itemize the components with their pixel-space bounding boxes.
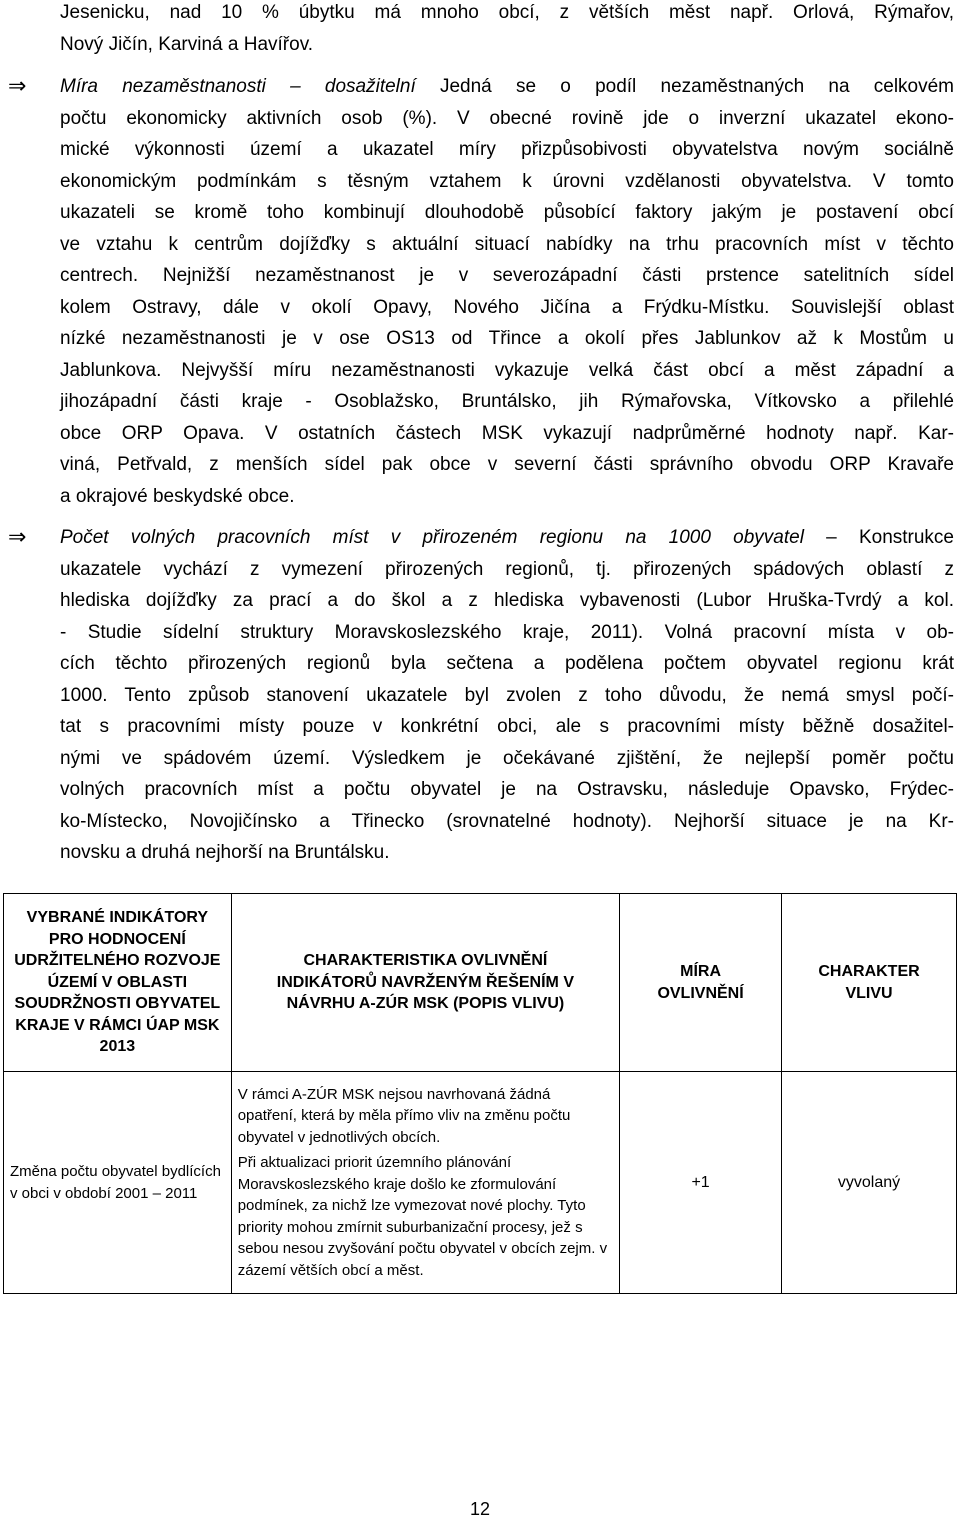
text-line: ve vztahu k centrům dojížďky s aktuální situací nabídky na trhu pracovních míst v těchto — [60, 233, 954, 255]
text-line: cích těchto přirozených regionů byla sečtena a podělena počtem obyvatel regionu krát — [60, 653, 954, 674]
text-line: Jablunkova. Nejvyšší míru nezaměstnanosti vykazuje velká část obcí a měst západní a — [60, 359, 954, 381]
text-line: volných pracovních míst a počtu obyvatel je na Ostravsku, následuje Opavsko, Frýdec- — [60, 779, 954, 800]
cell-measure: +1 — [620, 1072, 782, 1294]
text-line: ekonomickým podmínkám s těsným vztahem k úrovni vzdělanosti obyvatelstva. V tomto — [60, 170, 954, 192]
text-line: mické výkonnosti území a ukazatel míry přizpůsobivosti obyvatelstva novým sociálně — [60, 139, 954, 160]
text-line: 1000. Tento způsob stanovení ukazatele byl zvolen z toho důvodu, že nemá smysl počí- — [60, 684, 954, 706]
characteristic-paragraph: Při aktualizaci priorit územního plánování Moravskoslezského kraje došlo ke zformulování podmínek, za nichž lze vymezovat nové plochy. Tyto priority mohou zmírnit suburbanizační procesy, jež s sebou nesou zvyšování počtu obyvatel v obcích zejm. v zázemí větších obcí a měst. — [237, 1154, 608, 1279]
table-row — [4, 1072, 957, 1294]
cell-characteristic — [231, 1072, 619, 1294]
indicator-name: Míra nezaměstnanosti – dosažitelní — [60, 76, 416, 97]
text-fragment: – Konstrukce — [803, 527, 954, 548]
text-line: nízké nezaměstnanosti je v ose OS13 od Třince a okolí přes Jablunkov až k Mostům u — [60, 328, 954, 349]
characteristic-paragraph: V rámci A-ZÚR MSK nejsou navrhovaná žádná opatření, která by měla přímo vliv na změnu počtu obyvatel v jednotlivých obcích. — [237, 1085, 571, 1146]
text-line: kolem Ostravy, dále v okolí Opavy, Nového Jičína a Frýdku-Místku. Souvislejší oblast — [60, 296, 954, 318]
text-line: nými ve spádovém území. Výsledkem je očekávané zjištění, že nejlepší poměr počtu — [60, 747, 954, 769]
text-line: a okrajové beskydské obce. — [60, 485, 295, 507]
cell-character: vyvolaný — [782, 1072, 957, 1294]
text-fragment: Jedná se o podíl nezaměstnaných na celkovém — [415, 76, 954, 97]
table-header-row — [4, 894, 957, 1072]
text-line: počtu ekonomicky aktivních osob (%). V obecné rovině jde o inverzní ukazatel ekono- — [60, 107, 954, 129]
text-line: ko-Místecko, Novojičínsko a Třinecko (srovnatelné hodnoty). Nejhorší situace je na Kr- — [60, 810, 954, 832]
bullet-arrow-icon: ⇒ — [8, 74, 27, 99]
text-line — [60, 71, 954, 103]
text-line: Jesenicku, nad 10 % úbytku má mnoho obcí, z větších měst např. Orlová, Rýmařov, — [60, 2, 954, 23]
text-line: - Studie sídelní struktury Moravskoslezského kraje, 2011). Volná pracovní místa v ob- — [60, 621, 954, 643]
text-line: Nový Jičín, Karviná a Havířov. — [60, 33, 314, 55]
paragraph-continuation — [60, 0, 954, 60]
header-character: CHARAKTER VLIVU — [782, 894, 957, 1072]
header-measure: MÍRA OVLIVNĚNÍ — [620, 894, 782, 1072]
bullet-paragraph-vacancies — [60, 522, 954, 869]
text-line: ukazatele vychází z vymezení přirozených regionů, tj. přirozených spádových oblastí z — [60, 558, 954, 580]
indicator-table — [3, 893, 957, 1294]
text-line: jihozápadní části kraje - Osoblažsko, Bruntálsko, jih Rýmařovska, Vítkovsko a přilehlé — [60, 391, 954, 412]
indicator-name: Počet volných pracovních míst v přirozeném regionu na 1000 obyvatel — [60, 527, 804, 548]
bullet-paragraph-unemployment — [60, 71, 954, 512]
text-line: novsku a druhá nejhorší na Bruntálsku. — [60, 842, 390, 863]
text-line — [60, 522, 954, 554]
header-indicator: VYBRANÉ INDIKÁTORY PRO HODNOCENÍ UDRŽITELNÉHO ROZVOJE ÚZEMÍ V OBLASTI SOUDRŽNOSTI OBYVATEL KRAJE V RÁMCI ÚAP MSK 2013 — [4, 894, 232, 1072]
cell-indicator: Změna počtu obyvatel bydlících v obci v období 2001 – 2011 — [4, 1072, 232, 1294]
header-characteristic: CHARAKTERISTIKA OVLIVNĚNÍ INDIKÁTORŮ NAVRŽENÝM ŘEŠENÍM V NÁVRHU A-ZÚR MSK (POPIS VLIVU) — [231, 894, 619, 1072]
text-line: hlediska dojížďky za prací a do škol a z hlediska vybavenosti (Lubor Hruška-Tvrdý a kol. — [60, 590, 954, 611]
bullet-arrow-icon: ⇒ — [8, 525, 27, 550]
page-number: 12 — [469, 1499, 491, 1519]
text-line: ukazateli se kromě toho kombinují dlouhodobě působící faktory jakým je postavení obcí — [60, 202, 954, 223]
text-line: tat s pracovními místy pouze v konkrétní obci, ale s pracovními místy běžně dosažitel- — [60, 716, 954, 737]
text-line: viná, Petřvald, z menších sídel pak obce v severní části správního obvodu ORP Kravaře — [60, 454, 954, 475]
text-line: obce ORP Opava. V ostatních částech MSK vykazují nadprůměrné hodnoty např. Kar- — [60, 422, 954, 444]
text-line: centrech. Nejnižší nezaměstnanost je v severozápadní části prstence satelitních sídel — [60, 265, 954, 286]
